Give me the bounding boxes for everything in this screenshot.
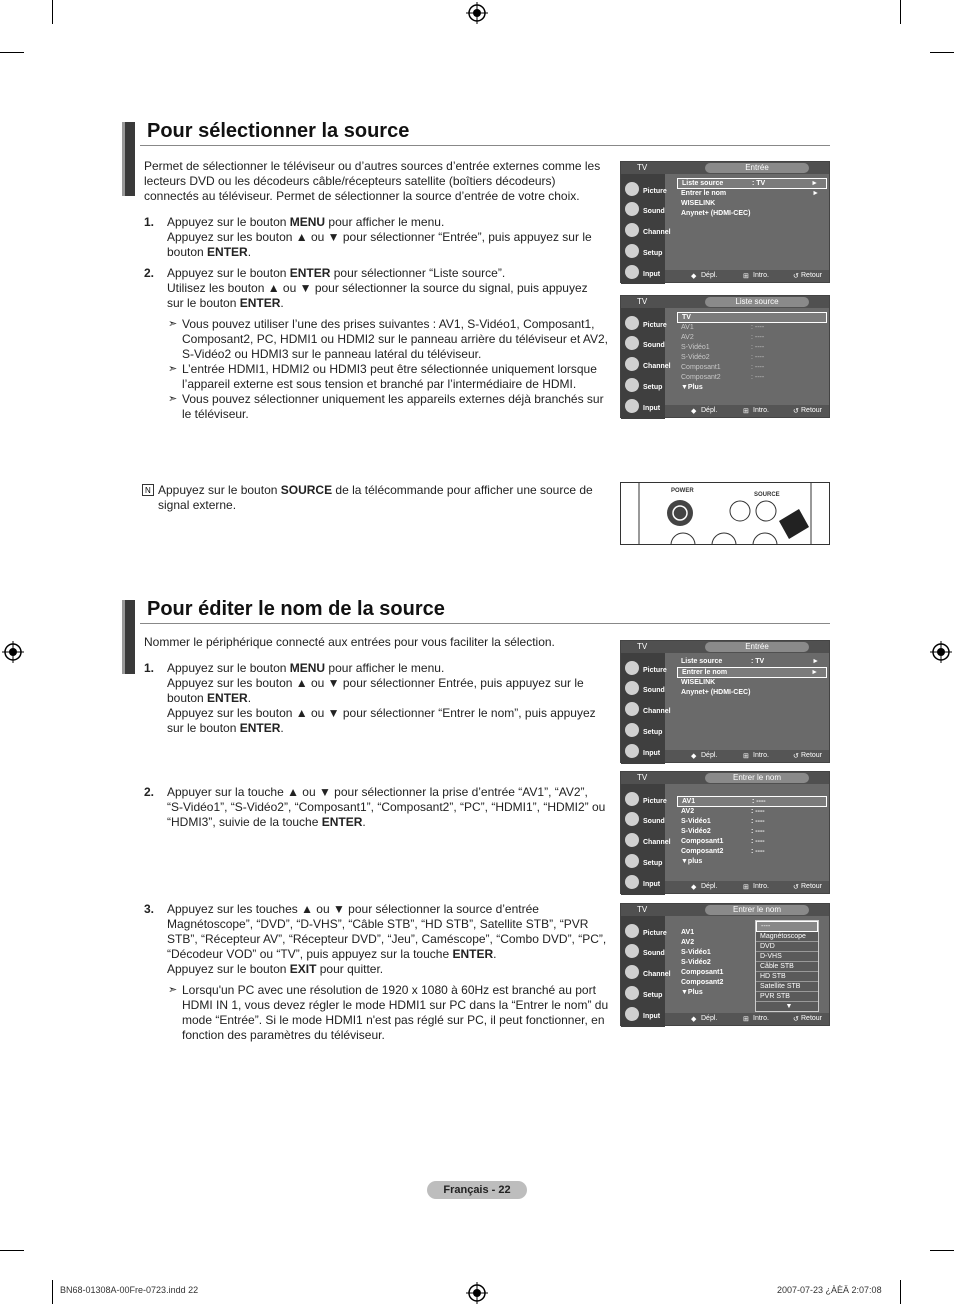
picture-icon (623, 314, 667, 334)
osd-tv-label: TV (637, 297, 648, 306)
setup-icon (623, 852, 663, 872)
osd-tv-label: TV (637, 163, 648, 172)
note-item: ➣ L’entrée HDMI1, HDMI2 ou HDMI3 peut être sélectionnée uniquement lorsque l’appareil externe est sous tension et branché par l’intermédiaire de HDMI. (168, 362, 616, 392)
channel-icon (623, 831, 671, 851)
source-label: SOURCE (754, 492, 780, 498)
dropdown-option[interactable]: Satellite STB (756, 982, 818, 992)
sound-icon (623, 200, 663, 220)
osd-row[interactable]: Composant1 : ---- (681, 838, 765, 845)
crop-mark (52, 1280, 53, 1304)
channel-icon (623, 355, 671, 375)
move-icon: ◆ (691, 1016, 697, 1023)
osd-footer (665, 1013, 829, 1025)
osd-menu (677, 312, 827, 393)
dropdown-option[interactable]: Câble STB (756, 962, 818, 972)
osd-side-label: Channel (643, 229, 671, 236)
step-line: Appuyez sur les bouton ▲ ou ▼ pour sélectionner “Entrer le nom”, puis appuyez (167, 706, 596, 720)
osd-title: Liste source (705, 297, 809, 307)
note-item: ➣ Vous pouvez sélectionner uniquement les appareils externes déjà branchés sur le téléviseur. (168, 392, 616, 422)
osd-move: Dépl. (701, 1015, 718, 1022)
enter-icon: ⊞ (743, 884, 749, 891)
osd-row[interactable]: Composant1 (681, 969, 724, 976)
osd-title: Entrée (705, 642, 809, 652)
step-line: bouton ENTER. (167, 691, 252, 705)
step-line: Appuyez sur les touches ▲ ou ▼ pour sélectionner la source d’entrée (167, 902, 539, 916)
enter-icon: ⊞ (743, 753, 749, 760)
setup-icon (623, 376, 663, 396)
osd-move: Dépl. (701, 272, 718, 279)
osd-return: Retour (801, 272, 823, 279)
note-item: ➣ Lorsqu'un PC avec une résolution de 1920 x 1080 à 60Hz est branché au port HDMI IN 1, vous devez régler le mode HDMI1 sur PC dans la “Entrer le nom” du mode “Entrée”. Si le mode HDMI1 n'est pas réglé sur PC, il peut fonctionner, en fonction des paramètres du téléviseur. (168, 983, 618, 1043)
channel-icon (623, 963, 671, 983)
osd-side-label: Input (643, 1013, 661, 1020)
step-line: Appuyez sur les bouton ▲ ou ▼ pour sélectionner “Entrée”, puis appuyez sur le (167, 230, 592, 244)
remote-drawing (621, 483, 829, 544)
section-rule (140, 623, 830, 624)
osd-return: Retour (801, 752, 823, 759)
step-number: 2. (144, 266, 155, 280)
osd-row[interactable]: AV2 : ---- (681, 808, 765, 815)
print-date: 2007-07-23 ¿ÀÈÄ 2:07:08 (777, 1285, 882, 1295)
enter-icon: ⊞ (743, 1016, 749, 1023)
step-line: STB”, “Récepteur AV”, “Récepteur DVD”, “Jeu”, Caméscope”, “Combo DVD”, “PC”, (167, 932, 607, 946)
return-icon: ↺ (793, 753, 799, 760)
osd-side-label: Channel (643, 839, 671, 846)
osd-row[interactable]: S-Vidéo1 : ---- (681, 344, 765, 351)
step-line: Appuyez sur le bouton EXIT pour quitter. (167, 962, 384, 976)
step-text (167, 215, 607, 260)
osd-enter: Intro. (753, 407, 769, 414)
remote-illustration (620, 482, 830, 545)
osd-side-label: Channel (643, 363, 671, 370)
osd-row[interactable]: S-Vidéo1 : ---- (681, 818, 765, 825)
input-icon (623, 397, 663, 417)
osd-return: Retour (801, 1015, 823, 1022)
chevron-down-icon[interactable]: ▼ (785, 1003, 793, 1010)
step-line: “HDMI3”, suivie de la touche ENTER. (167, 815, 366, 829)
osd-side-label: Picture (643, 322, 667, 329)
osd-row[interactable]: TV (677, 312, 827, 323)
move-icon: ◆ (691, 884, 697, 891)
osd-menu (677, 796, 827, 867)
picture-icon (623, 922, 667, 942)
osd-panel-entrer-nom-list (620, 903, 830, 1026)
step-line: Appuyez sur le bouton MENU pour afficher le menu. (167, 661, 445, 675)
osd-side-label: Channel (643, 971, 671, 978)
input-icon (623, 742, 663, 762)
osd-side-label: Picture (643, 188, 667, 195)
osd-enter: Intro. (753, 1015, 769, 1022)
enter-icon: ⊞ (743, 408, 749, 415)
osd-move: Dépl. (701, 407, 718, 414)
osd-menu (677, 657, 827, 698)
step-line: Appuyez sur le bouton ENTER pour sélectionner “Liste source”. (167, 266, 506, 280)
osd-row[interactable]: AV1 (681, 929, 695, 936)
osd-row[interactable]: Anynet+ (HDMI-CEC) (681, 689, 751, 696)
osd-header (621, 641, 829, 653)
crop-mark (0, 1250, 24, 1251)
osd-side-label: Input (643, 881, 661, 888)
osd-enter: Intro. (753, 752, 769, 759)
name-dropdown-list[interactable] (755, 920, 819, 1012)
registration-mark-icon (930, 641, 952, 663)
osd-menu (677, 928, 747, 998)
osd-move: Dépl. (701, 883, 718, 890)
osd-footer (665, 270, 829, 282)
move-icon: ◆ (691, 273, 697, 280)
osd-row[interactable]: AV1 : ---- (681, 324, 765, 331)
picture-icon (623, 659, 667, 679)
osd-side-label: Setup (643, 384, 663, 391)
osd-row[interactable]: S-Vidéo2 (681, 959, 711, 966)
dropdown-option[interactable]: Magnétoscope (756, 932, 818, 942)
osd-panel-entree (620, 161, 830, 283)
step-line: bouton ENTER. (167, 245, 252, 259)
osd-header (621, 904, 829, 916)
svg-text:N: N (145, 486, 151, 495)
step-line: Appuyez sur le bouton MENU pour afficher le menu. (167, 215, 445, 229)
osd-side-label: Setup (643, 992, 663, 999)
sound-icon (623, 810, 663, 830)
osd-side-label: Setup (643, 250, 663, 257)
channel-icon (623, 221, 671, 241)
picture-icon (623, 180, 667, 200)
osd-sidebar (621, 784, 671, 895)
osd-panel-entree (620, 640, 830, 763)
osd-row[interactable]: Anynet+ (HDMI-CEC) (681, 210, 751, 217)
sound-icon (623, 942, 663, 962)
osd-title: Entrer le nom (705, 773, 809, 783)
step-line: sur le bouton ENTER. (167, 721, 284, 735)
step-text (167, 902, 607, 977)
step-line: “S-Vidéo1”, “S-Vidéo2”, “Composant1”, “Composant2”, “PC”, “HDMI1”, “HDMI2” ou (167, 800, 606, 814)
crop-mark (930, 1250, 954, 1251)
step-line: Utilisez les bouton ▲ ou ▼ pour sélectionner la source du signal, puis appuyez (167, 281, 588, 295)
osd-enter: Intro. (753, 883, 769, 890)
osd-side-label: Picture (643, 930, 667, 937)
osd-return: Retour (801, 883, 823, 890)
return-icon: ↺ (793, 1016, 799, 1023)
input-icon (623, 263, 663, 283)
dropdown-option[interactable]: D-VHS (756, 952, 818, 962)
tip-text: Appuyez sur le bouton SOURCE de la télécommande pour afficher une source de signal externe. (158, 483, 593, 512)
osd-title: Entrer le nom (705, 905, 809, 915)
crop-mark (930, 52, 954, 53)
osd-row[interactable]: WISELINK (681, 200, 716, 207)
crop-mark (900, 1280, 901, 1304)
step-text (167, 661, 607, 736)
registration-mark-icon (466, 2, 488, 24)
osd-row[interactable]: Composant2 (681, 979, 724, 986)
return-icon: ↺ (793, 408, 799, 415)
move-icon: ◆ (691, 408, 697, 415)
return-icon: ↺ (793, 884, 799, 891)
setup-icon (623, 242, 663, 262)
step-number: 2. (144, 785, 155, 799)
osd-sidebar (621, 308, 671, 419)
osd-tv-label: TV (637, 905, 648, 914)
osd-side-label: Picture (643, 667, 667, 674)
osd-sidebar (621, 916, 671, 1027)
crop-mark (0, 52, 24, 53)
osd-sidebar (621, 174, 671, 284)
osd-row[interactable]: ▼Plus (681, 989, 703, 996)
input-icon (623, 873, 663, 893)
enter-icon: ⊞ (743, 273, 749, 280)
sound-icon (623, 679, 663, 699)
osd-side-label: Channel (643, 708, 671, 715)
intro-text: Nommer le périphérique connecté aux entrées pour vous faciliter la sélection. (144, 635, 555, 649)
osd-menu (677, 178, 827, 219)
osd-footer (665, 405, 829, 417)
osd-panel-entrer-nom (620, 771, 830, 894)
step-line: “Décodeur VOD” ou “TV”, puis appuyez sur la touche ENTER. (167, 947, 497, 961)
osd-panel-liste-source (620, 295, 830, 418)
osd-return: Retour (801, 407, 823, 414)
osd-title: Entrée (705, 163, 809, 173)
dropdown-option[interactable]: ---- (756, 921, 818, 932)
osd-side-label: Input (643, 271, 661, 278)
step-line: Appuyer sur la touche ▲ ou ▼ pour sélectionner la prise d’entrée “AV1”, “AV2”, (167, 785, 588, 799)
osd-footer (665, 881, 829, 893)
dropdown-option[interactable]: PVR STB (756, 992, 818, 1002)
dropdown-option[interactable]: DVD (756, 942, 818, 952)
return-icon: ↺ (793, 273, 799, 280)
osd-row[interactable]: Entrer le nom ► (677, 667, 827, 678)
channel-icon (623, 700, 671, 720)
move-icon: ◆ (691, 753, 697, 760)
step-line: Appuyez sur les bouton ▲ ou ▼ pour sélectionner Entrée, puis appuyez sur le (167, 676, 584, 690)
registration-mark-icon (2, 641, 24, 663)
step-text (167, 785, 607, 830)
osd-header (621, 296, 829, 308)
osd-row[interactable]: ▼Plus (681, 384, 703, 391)
section-title: Pour éditer le nom de la source (147, 598, 445, 620)
step-number: 1. (144, 661, 155, 675)
osd-enter: Intro. (753, 272, 769, 279)
page-number-badge: Français - 22 (427, 1181, 527, 1199)
osd-row[interactable]: Composant2 : ---- (681, 374, 765, 381)
dropdown-option[interactable]: HD STB (756, 972, 818, 982)
osd-tv-label: TV (637, 773, 648, 782)
osd-row[interactable]: Liste source : TV ► (677, 178, 827, 189)
osd-footer (665, 750, 829, 762)
osd-side-label: Setup (643, 860, 663, 867)
osd-row[interactable]: AV2 : ---- (681, 334, 765, 341)
step-text (167, 266, 607, 311)
osd-row[interactable]: AV1 : ---- (677, 796, 827, 807)
osd-side-label: Sound (643, 342, 665, 349)
sound-icon (623, 334, 663, 354)
osd-row[interactable]: WISELINK (681, 679, 716, 686)
crop-mark (900, 0, 901, 24)
osd-row[interactable]: S-Vidéo1 (681, 949, 711, 956)
osd-header (621, 772, 829, 784)
osd-row[interactable]: Liste source : TV ► (681, 658, 819, 665)
power-label: POWER (671, 488, 694, 494)
section-bar (122, 122, 135, 196)
osd-side-label: Sound (643, 687, 665, 694)
osd-side-label: Sound (643, 950, 665, 957)
osd-row[interactable]: S-Vidéo2 : ---- (681, 828, 765, 835)
section-rule (140, 145, 830, 146)
osd-side-label: Input (643, 405, 661, 412)
picture-icon (623, 790, 667, 810)
osd-row[interactable]: Composant2 : ---- (681, 848, 765, 855)
osd-move: Dépl. (701, 752, 718, 759)
osd-row[interactable]: ▼plus (681, 858, 703, 865)
osd-row[interactable]: Composant1 : ---- (681, 364, 765, 371)
note-item: ➣ Vous pouvez utiliser l’une des prises suivantes : AV1, S-Vidéo1, Composant1, Composant2, PC, HDMI1 ou HDMI2 sur le panneau arrière du téléviseur et AV2, S-Vidéo2 ou HDMI3 sur le panneau latéral du téléviseur. (168, 317, 616, 362)
file-name: BN68-01308A-00Fre-0723.indd 22 (60, 1285, 199, 1295)
section-bar (122, 600, 135, 674)
osd-row[interactable]: Entrer le nom ► (681, 190, 819, 197)
crop-mark (52, 0, 53, 24)
registration-mark-icon (466, 1282, 488, 1304)
section-title: Pour sélectionner la source (147, 120, 410, 142)
osd-row[interactable]: AV2 (681, 939, 695, 946)
intro-text: Permet de sélectionner le téléviseur ou d’autres sources d’entrée externes comme les lecteurs DVD ou les décodeurs câble/récepteurs satellite (boîtiers décodeurs) connectés au téléviseur. Permet de sélectionner la source d’entrée de votre choix. (144, 159, 601, 203)
step-number: 3. (144, 902, 155, 916)
setup-icon (623, 984, 663, 1004)
osd-header (621, 162, 829, 174)
note-icon (142, 484, 154, 496)
osd-side-label: Sound (643, 208, 665, 215)
osd-side-label: Sound (643, 818, 665, 825)
step-line: sur le bouton ENTER. (167, 296, 284, 310)
input-icon (623, 1005, 663, 1025)
osd-tv-label: TV (637, 642, 648, 651)
osd-side-label: Input (643, 750, 661, 757)
step-line: Magnétoscope”, “DVD”, “D-VHS”, “Câble STB”, “HD STB”, Satellite STB”, “PVR (167, 917, 589, 931)
osd-side-label: Setup (643, 729, 663, 736)
setup-icon (623, 721, 663, 741)
osd-sidebar (621, 653, 671, 764)
osd-row[interactable]: S-Vidéo2 : ---- (681, 354, 765, 361)
step-number: 1. (144, 215, 155, 229)
osd-side-label: Picture (643, 798, 667, 805)
